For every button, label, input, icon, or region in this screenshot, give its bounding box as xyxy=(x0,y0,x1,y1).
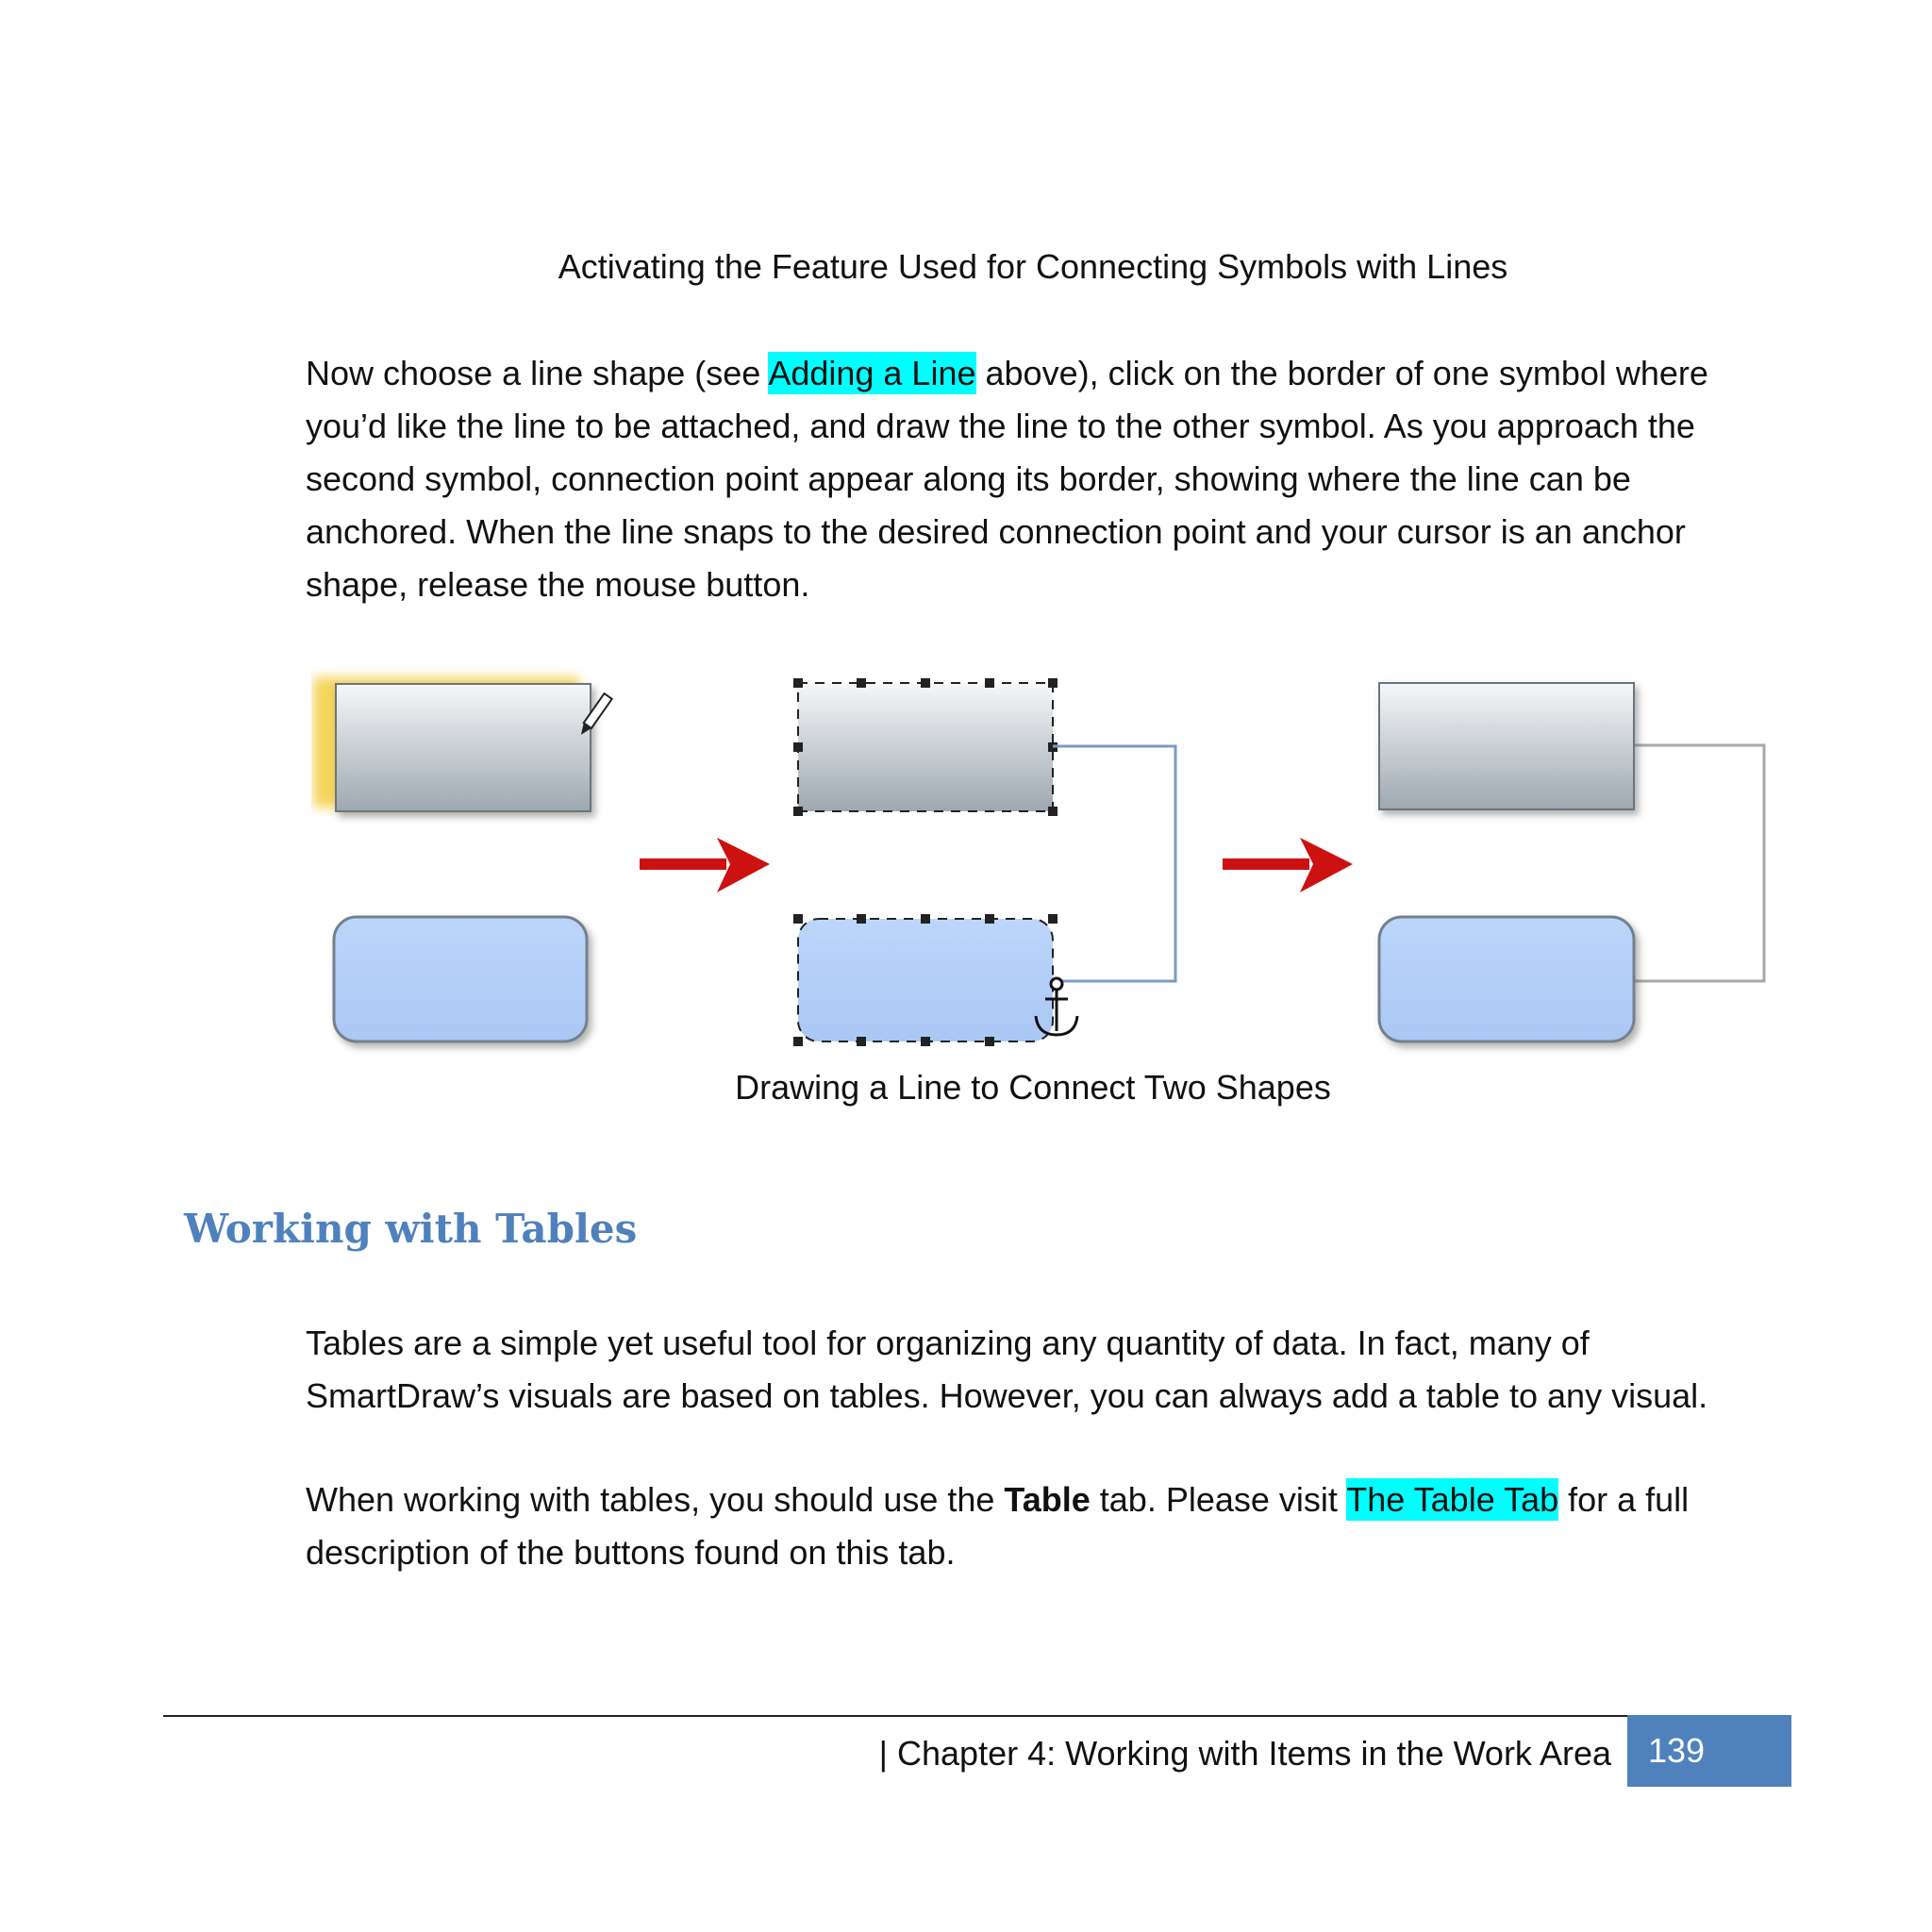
step-1-shapes xyxy=(313,677,612,1041)
right-arrow-icon xyxy=(640,838,770,892)
paragraph-tables-intro: Tables are a simple yet useful tool for organizing any quantity of data. In fact, many of SmartDraw’s visuals are based on tables. However, you can always add a table to any visual. xyxy=(306,1324,1708,1415)
paragraph-table-tab xyxy=(306,1474,1777,1579)
right-arrow-icon xyxy=(1223,838,1353,892)
step-2-shapes xyxy=(793,678,1175,1046)
figure-caption-top: Activating the Feature Used for Connecting Symbols with Lines xyxy=(558,247,1508,286)
link-adding-a-line[interactable]: Adding a Line xyxy=(768,354,976,392)
link-the-table-tab[interactable]: The Table Tab xyxy=(1346,1480,1559,1519)
paragraph-text: above), click on the border of one symbol where you’d like the line to be attached, and draw the line to the other symbol. As you approach the second symbol, connection point appear along its border, showing where the line can be anchored. When the line snaps to the desired connection point and your cursor is an anchor shape, release the mouse button. xyxy=(306,354,1708,604)
section-heading: Working with Tables xyxy=(184,1206,638,1252)
rounded-rectangle-shape-selected[interactable] xyxy=(798,919,1053,1041)
rounded-rectangle-shape[interactable] xyxy=(334,917,587,1041)
paragraph-connect-lines xyxy=(306,347,1777,611)
rounded-rectangle-shape[interactable] xyxy=(1379,917,1634,1041)
connector-line[interactable] xyxy=(1053,746,1175,981)
rectangle-shape-selected[interactable] xyxy=(798,683,1053,811)
paragraph-text: for a full description of the buttons found on this tab. xyxy=(306,1480,1690,1572)
page-number: 139 xyxy=(1627,1715,1791,1787)
paragraph-text: tab. Please visit xyxy=(1090,1480,1347,1519)
paragraph-text: When working with tables, you should use the xyxy=(306,1480,1005,1519)
step-3-shapes xyxy=(1379,683,1764,1041)
rectangle-shape[interactable] xyxy=(1379,683,1634,809)
paragraph-text: Now choose a line shape (see xyxy=(306,354,769,392)
connect-shapes-figure xyxy=(311,666,1792,1062)
figure-caption: Drawing a Line to Connect Two Shapes xyxy=(735,1068,1331,1107)
connector-line[interactable] xyxy=(1632,745,1764,981)
bold-term-table: Table xyxy=(1004,1480,1091,1519)
rectangle-shape[interactable] xyxy=(336,684,591,811)
footer-chapter-title: | Chapter 4: Working with Items in the Work Area xyxy=(878,1734,1611,1773)
footer-divider xyxy=(163,1715,1791,1717)
